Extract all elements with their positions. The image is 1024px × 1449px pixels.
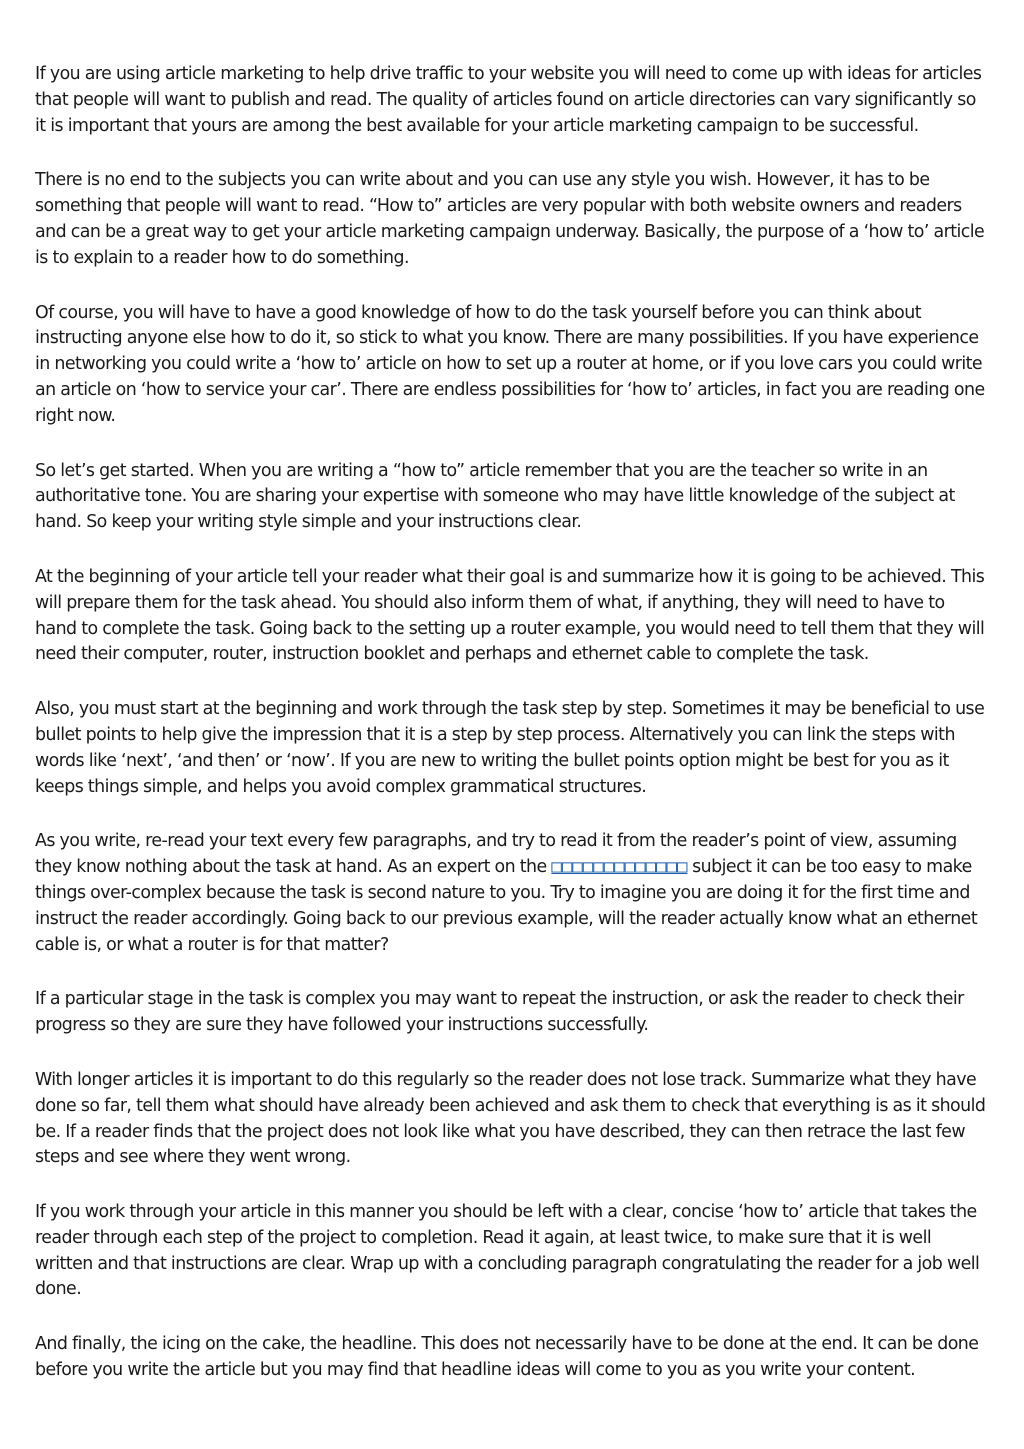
paragraph-10: If you work through your article in this manner you should be left with a clear, concise ‘how to’ article that takes the reader through each step of the project to completion. Read it again, at least twice, to make sure that it is well written and that instructions are clear. Wrap up with a concluding paragraph congratulating the reader for a job well done. xyxy=(35,1202,980,1300)
paragraph-5: At the beginning of your article tell your reader what their goal is and summarize how it is going to be achieved. This will prepare them for the task ahead. You should also inform them of what, if anything, they will need to have to hand to complete the task. Going back to the setting up a router example, you would need to tell them that they will need their computer, router, instruction booklet and perhaps and ethernet cable to complete the task. xyxy=(35,566,985,665)
paragraph-2: There is no end to the subjects you can write about and you can use any style you wish. However, it has to be something that people will want to read. “How to” articles are very popular with both website owners and readers and can be a great way to get your article marketing campaign underway. Basically, the purpose of a ‘how to’ article is to explain to a reader how to do something. xyxy=(35,170,985,268)
paragraph-4: So let’s get started. When you are writing a “how to” article remember that you are the teacher so write in an authoritative tone. You are sharing your expertise with someone who may have little knowledge of the subject at hand. So keep your writing style simple and your instructions clear. xyxy=(35,460,955,533)
paragraph-7-text-before: As you write, re-read your text every few paragraphs, and try to read it from the reader’s point of view, assuming they know nothing about the task at hand. As an expert on the xyxy=(35,831,957,878)
paragraph-7 xyxy=(35,829,990,958)
paragraph-1: If you are using article marketing to help drive traffic to your website you will need to come up with ideas for articles that people will want to publish and read. The quality of articles found on article directories can vary significantly so it is important that yours are among the best available for your article marketing campaign to be successful. xyxy=(35,64,982,136)
subject-link[interactable]: □□□□□□□□□□□□□ xyxy=(551,857,688,878)
paragraph-8: If a particular stage in the task is complex you may want to repeat the instruction, or ask the reader to check their progress so they are sure they have followed your instructions successfully. xyxy=(35,989,964,1036)
paragraph-9: With longer articles it is important to do this regularly so the reader does not lose track. Summarize what they have done so far, tell them what should have already been achieved and ask them to check that everything is as it should be. If a reader finds that the project does not look like what you have described, they can then retrace the last few steps and see where they went wrong. xyxy=(35,1069,986,1168)
paragraph-7-text-after: subject it can be too easy to make things over-complex because the task is second nature to you. Try to imagine you are doing it for the first time and instruct the reader accordingly. Going back to our previous example, will the reader actually know what an ethernet cable is, or what a router is for that matter? xyxy=(35,857,978,955)
paragraph-11: And finally, the icing on the cake, the headline. This does not necessarily have to be done at the end. It can be done before you write the article but you may find that headline ideas will come to you as you write your content. xyxy=(35,1334,979,1381)
document-page xyxy=(35,62,990,1413)
paragraph-3: Of course, you will have to have a good knowledge of how to do the task yourself before you can think about instructing anyone else how to do it, so stick to what you know. There are many possibilities. If you have experience in networking you could write a ‘how to’ article on how to set up a router at home, or if you love cars you could write an article on ‘how to service your car’. There are endless possibilities for ‘how to’ articles, in fact you are reading one right now. xyxy=(35,302,985,426)
paragraph-6: Also, you must start at the beginning and work through the task step by step. Sometimes it may be beneficial to use bullet points to help give the impression that it is a step by step process. Alternatively you can link the steps with words like ‘next’, ‘and then’ or ‘now’. If you are new to writing the bullet points option might be best for you as it keeps things simple, and helps you avoid complex grammatical structures. xyxy=(35,699,985,797)
